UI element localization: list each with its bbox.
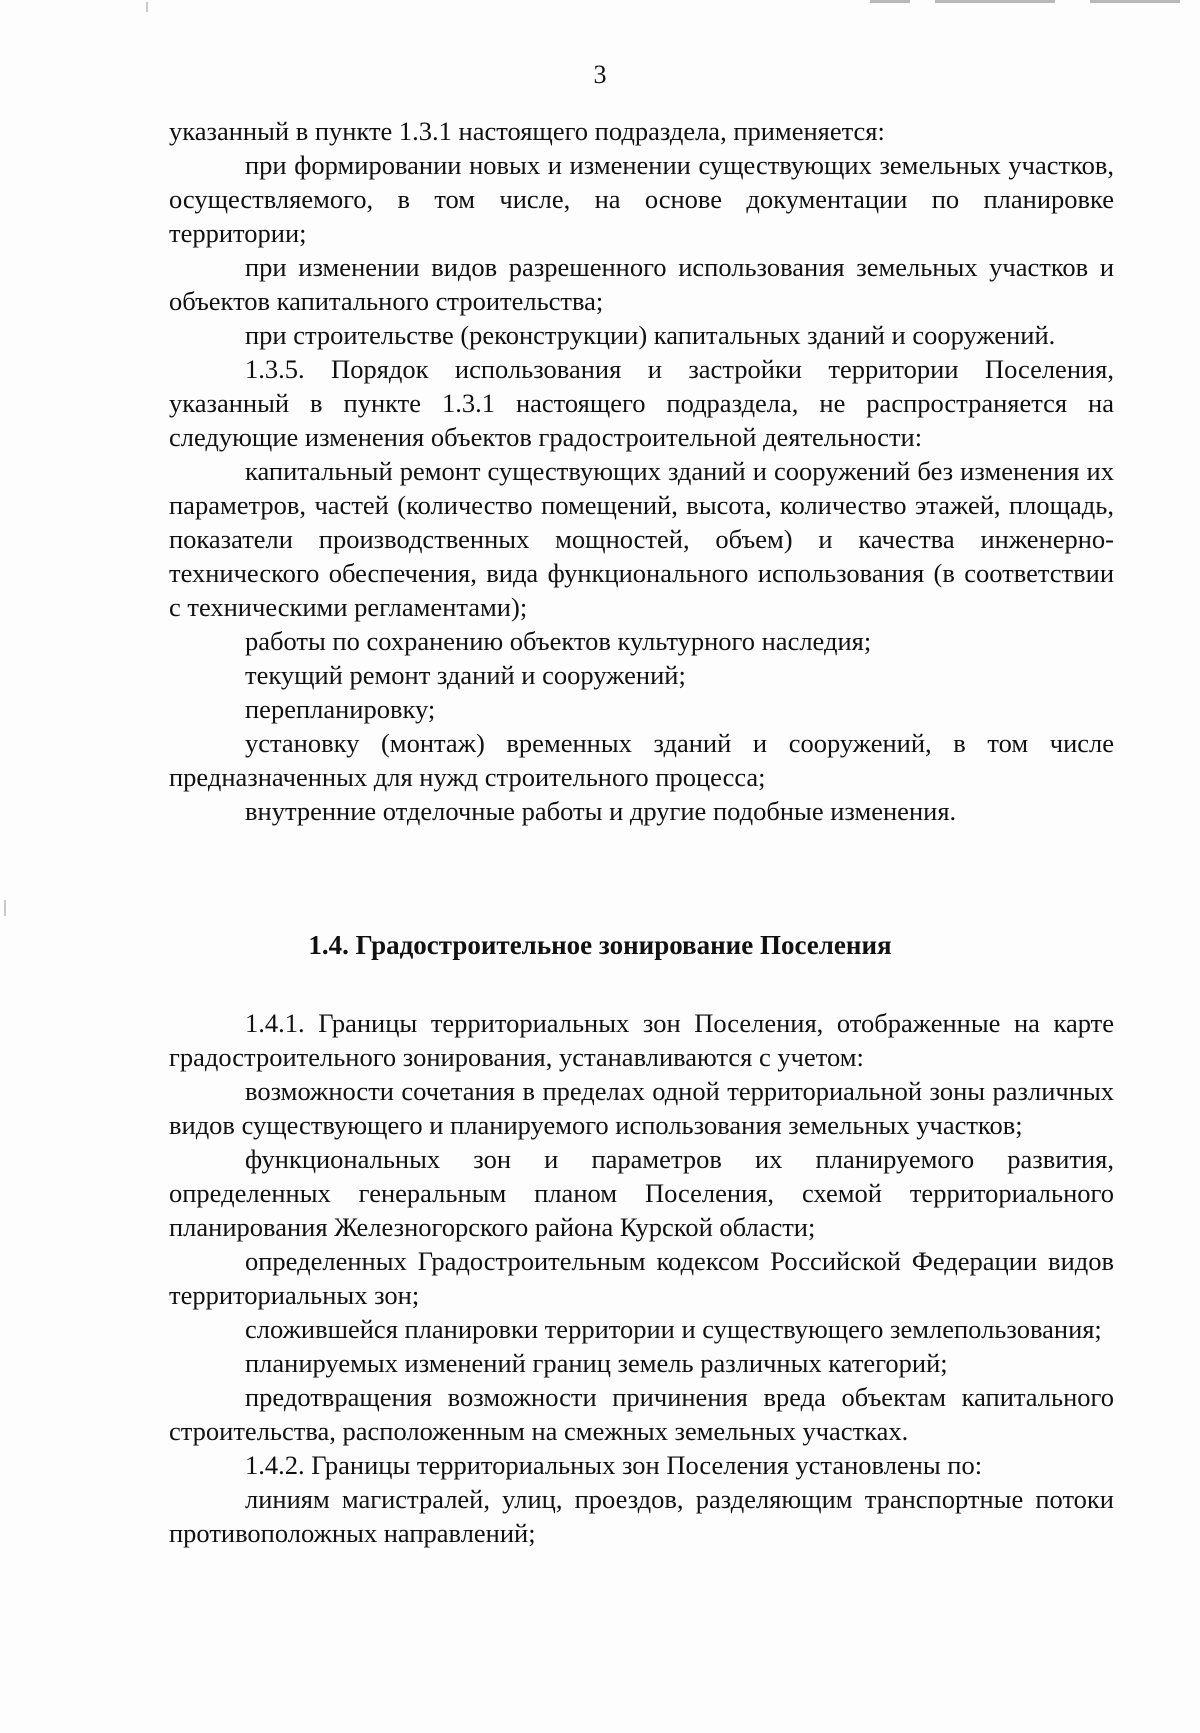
scan-artifact bbox=[4, 900, 6, 916]
scan-artifact bbox=[146, 2, 148, 12]
paragraph: определенных Градостроительным кодексом Российской Федерации видов территориальных зон; bbox=[169, 1246, 1114, 1310]
paragraph: 1.4.2. Границы территориальных зон Поселения установлены по: bbox=[245, 1450, 983, 1480]
paragraph: работы по сохранению объектов культурного наследия; bbox=[245, 626, 872, 656]
paragraph: функциональных зон и параметров их планируемого развития, определенных генеральным планом Поселения, схемой территориального планирования Железногорского района Курской области; bbox=[169, 1144, 1114, 1242]
paragraph: текущий ремонт зданий и сооружений; bbox=[245, 660, 686, 690]
paragraph: установку (монтаж) временных зданий и сооружений, в том числе предназначенных для нужд строительного процесса; bbox=[169, 728, 1114, 792]
body-text-section-1-3 bbox=[169, 114, 1114, 828]
paragraph: при формировании новых и изменении существующих земельных участков, осуществляемого, в том числе, на основе документации по планировке территории; bbox=[169, 150, 1114, 248]
scan-artifact bbox=[870, 0, 910, 3]
paragraph: 1.3.5. Порядок использования и застройки территории Поселения, указанный в пункте 1.3.1 настоящего подраздела, не распространяется на следующие изменения объектов градостроительной деятельности: bbox=[169, 354, 1114, 452]
section-heading: 1.4. Градостроительное зонирование Поселения bbox=[308, 930, 892, 960]
scan-artifact bbox=[935, 0, 1055, 3]
scan-artifact bbox=[1090, 0, 1180, 3]
paragraph: 1.4.1. Границы территориальных зон Поселения, отображенные на карте градостроительного зонирования, устанавливаются с учетом: bbox=[169, 1008, 1114, 1072]
paragraph: капитальный ремонт существующих зданий и сооружений без изменения их параметров, частей (количество помещений, высота, количество этажей, площадь, показатели производственных мощностей, объем) и качества инженерно-технического обеспечения, вида функционального использования (в соответствии с техническими регламентами); bbox=[169, 456, 1114, 622]
page-number: 3 bbox=[593, 60, 607, 89]
paragraph: при строительстве (реконструкции) капитальных зданий и сооружений. bbox=[245, 320, 1056, 350]
paragraph: внутренние отделочные работы и другие подобные изменения. bbox=[245, 796, 957, 826]
paragraph: линиям магистралей, улиц, проездов, разделяющим транспортные потоки противоположных направлений; bbox=[169, 1484, 1114, 1548]
paragraph: планируемых изменений границ земель различных категорий; bbox=[245, 1348, 948, 1378]
paragraph: при изменении видов разрешенного использования земельных участков и объектов капитального строительства; bbox=[169, 252, 1114, 316]
paragraph: указанный в пункте 1.3.1 настоящего подраздела, применяется: bbox=[169, 116, 885, 146]
paragraph: предотвращения возможности причинения вреда объектам капитального строительства, расположенным на смежных земельных участках. bbox=[169, 1382, 1114, 1446]
body-text-section-1-4 bbox=[169, 1006, 1114, 1550]
paragraph: сложившейся планировки территории и существующего землепользования; bbox=[245, 1314, 1102, 1344]
paragraph: перепланировку; bbox=[245, 694, 436, 724]
paragraph: возможности сочетания в пределах одной территориальной зоны различных видов существующего и планируемого использования земельных участков; bbox=[169, 1076, 1114, 1140]
